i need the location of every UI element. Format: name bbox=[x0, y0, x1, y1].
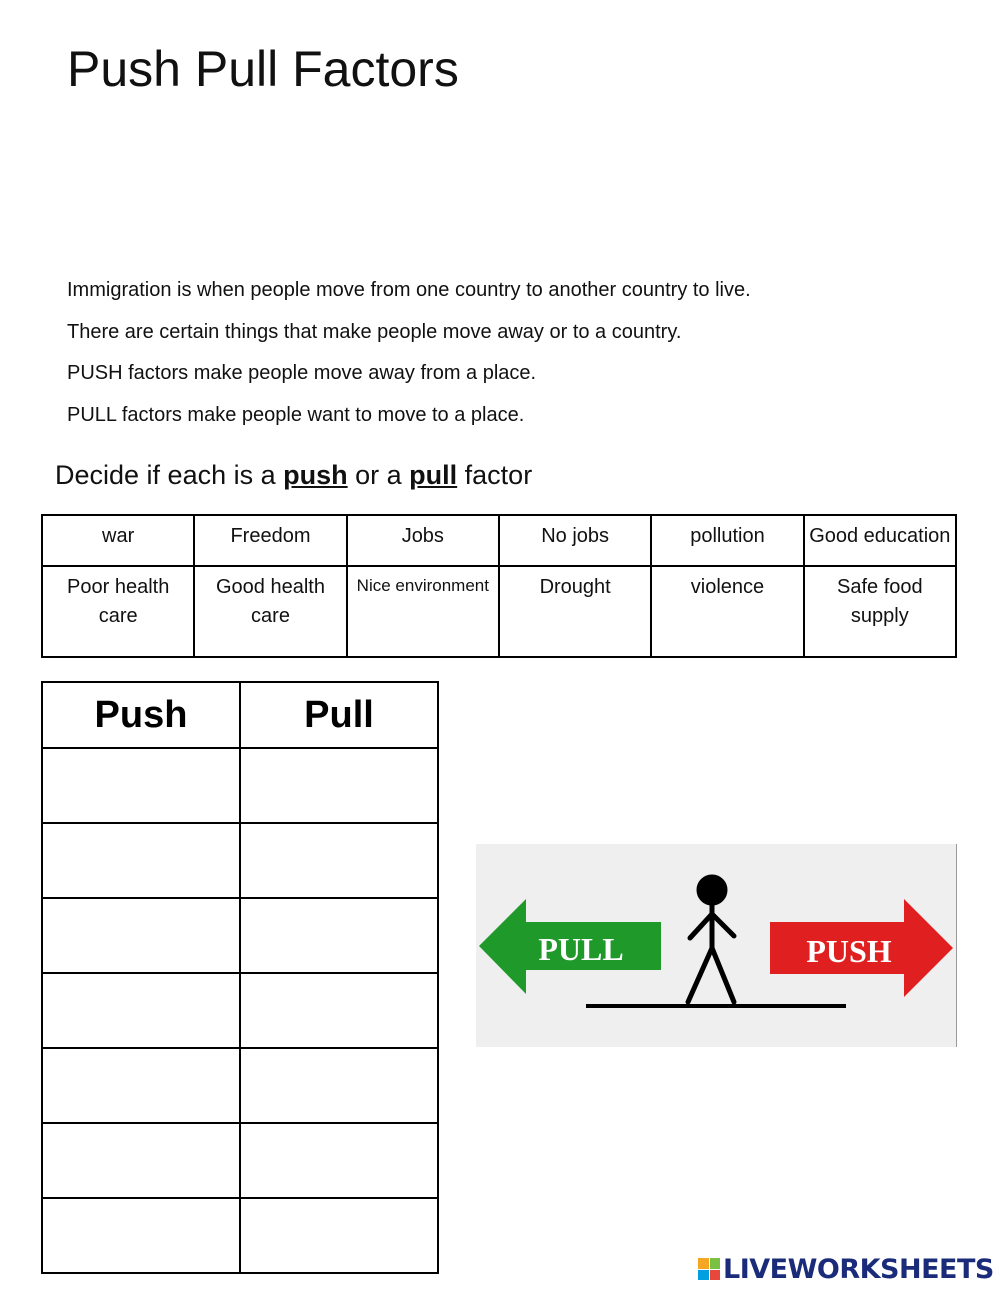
factor-card[interactable]: war bbox=[42, 515, 194, 566]
factor-card[interactable]: Nice environment bbox=[347, 566, 499, 657]
instruction: Decide if each is a push or a pull factor bbox=[55, 460, 533, 490]
factor-card[interactable]: Good education bbox=[804, 515, 956, 566]
factor-card[interactable]: No jobs bbox=[499, 515, 651, 566]
intro-line: Immigration is when people move from one country to another country to live. bbox=[67, 279, 751, 301]
push-drop-cell[interactable] bbox=[42, 973, 240, 1048]
pull-drop-cell[interactable] bbox=[240, 823, 438, 898]
pull-drop-cell[interactable] bbox=[240, 1198, 438, 1273]
logo-mark-icon bbox=[698, 1258, 720, 1280]
factors-row bbox=[42, 566, 956, 657]
intro-line: PUSH factors make people move away from a place. bbox=[67, 362, 537, 384]
factor-card[interactable]: Jobs bbox=[347, 515, 499, 566]
push-drop-cell[interactable] bbox=[42, 823, 240, 898]
push-pull-illustration bbox=[476, 844, 957, 1047]
intro-line: There are certain things that make people move away or to a country. bbox=[67, 320, 682, 343]
push-drop-cell[interactable] bbox=[42, 1123, 240, 1198]
pull-column-header: Pull bbox=[240, 682, 438, 748]
logo-text: LIVEWORKSHEETS bbox=[723, 1253, 994, 1285]
factor-card[interactable]: Drought bbox=[499, 566, 651, 657]
factor-card[interactable]: violence bbox=[651, 566, 803, 657]
push-drop-cell[interactable] bbox=[42, 1048, 240, 1123]
factors-table bbox=[41, 514, 957, 658]
push-column-header: Push bbox=[42, 682, 240, 748]
push-pull-sort-table bbox=[41, 681, 439, 1274]
intro-text bbox=[67, 276, 751, 442]
push-drop-cell[interactable] bbox=[42, 898, 240, 973]
factors-row bbox=[42, 515, 956, 566]
pull-drop-cell[interactable] bbox=[240, 748, 438, 823]
pull-arrow-label: PULL bbox=[538, 931, 624, 967]
pull-drop-cell[interactable] bbox=[240, 898, 438, 973]
liveworksheets-logo bbox=[698, 1254, 994, 1284]
pull-drop-cell[interactable] bbox=[240, 1048, 438, 1123]
push-word: push bbox=[283, 460, 348, 490]
walking-person-icon bbox=[688, 877, 734, 1002]
factor-card[interactable]: Good health care bbox=[194, 566, 346, 657]
factor-card[interactable]: Poor health care bbox=[42, 566, 194, 657]
push-arrow-label: PUSH bbox=[806, 933, 892, 969]
intro-line: PULL factors make people want to move to a place. bbox=[67, 403, 525, 426]
push-drop-cell[interactable] bbox=[42, 748, 240, 823]
factor-card[interactable]: pollution bbox=[651, 515, 803, 566]
push-drop-cell[interactable] bbox=[42, 1198, 240, 1273]
factor-card[interactable]: Safe food supply bbox=[804, 566, 956, 657]
pull-drop-cell[interactable] bbox=[240, 973, 438, 1048]
pull-drop-cell[interactable] bbox=[240, 1123, 438, 1198]
factor-card[interactable]: Freedom bbox=[194, 515, 346, 566]
page-title: Push Pull Factors bbox=[67, 41, 459, 97]
pull-word: pull bbox=[409, 460, 458, 490]
